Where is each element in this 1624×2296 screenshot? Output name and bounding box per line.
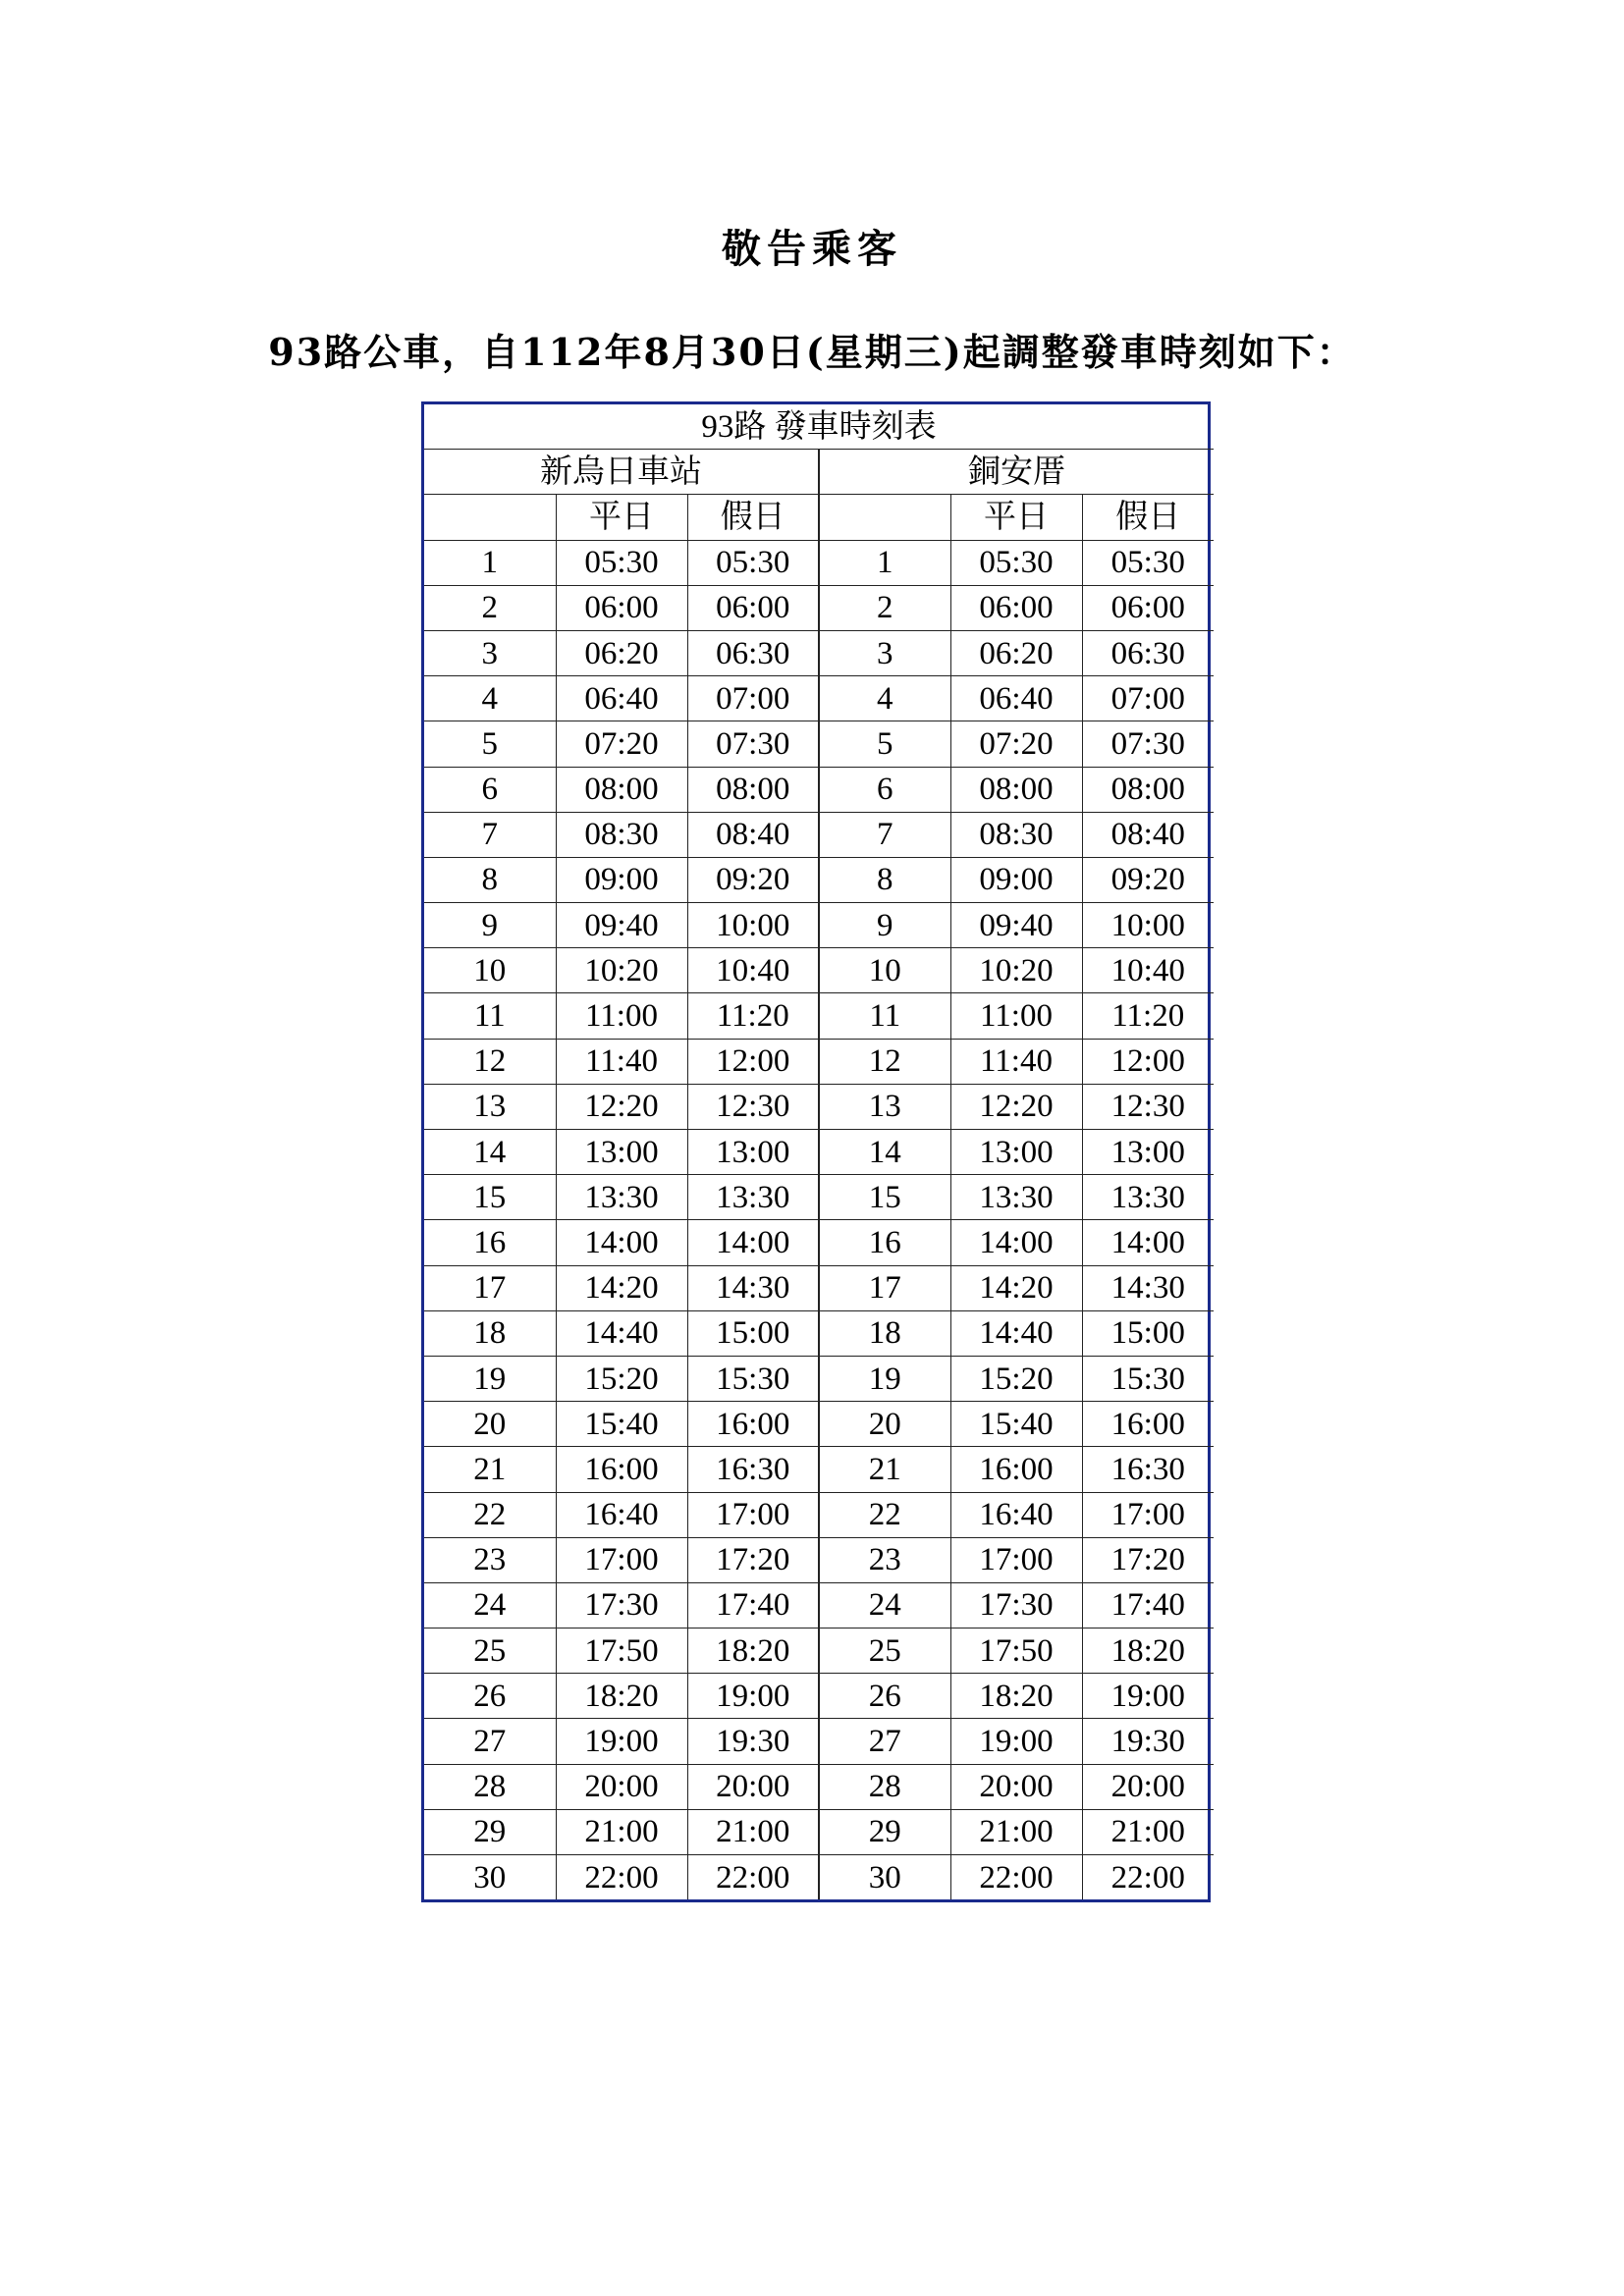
- holiday-time-a: 10:40: [687, 948, 819, 993]
- table-row: [424, 1130, 1214, 1175]
- weekday-time-b: 06:40: [950, 676, 1082, 721]
- trip-number-a: 21: [424, 1447, 556, 1492]
- holiday-time-a: 14:30: [687, 1265, 819, 1310]
- holiday-time-a: 19:00: [687, 1674, 819, 1719]
- weekday-time-b: 19:00: [950, 1719, 1082, 1764]
- timetable-title-row: [424, 404, 1214, 450]
- holiday-time-b: 17:20: [1082, 1537, 1214, 1582]
- station-header-tonganzu: 銅安厝: [819, 450, 1214, 495]
- trip-number-a: 16: [424, 1220, 556, 1265]
- weekday-time-a: 17:30: [556, 1582, 687, 1628]
- station-header-row: [424, 450, 1214, 495]
- weekday-time-a: 15:20: [556, 1356, 687, 1401]
- holiday-time-b: 16:30: [1082, 1447, 1214, 1492]
- trip-number-a: 12: [424, 1039, 556, 1084]
- weekday-time-b: 14:20: [950, 1265, 1082, 1310]
- holiday-time-b: 17:40: [1082, 1582, 1214, 1628]
- holiday-time-b: 06:30: [1082, 630, 1214, 675]
- weekday-time-a: 14:40: [556, 1310, 687, 1356]
- empty-header-cell: [424, 495, 556, 540]
- trip-number-b: 26: [819, 1674, 950, 1719]
- holiday-time-a: 07:30: [687, 721, 819, 767]
- table-row: [424, 1356, 1214, 1401]
- table-row: [424, 1492, 1214, 1537]
- trip-number-a: 15: [424, 1175, 556, 1220]
- table-row: [424, 676, 1214, 721]
- weekday-time-a: 08:00: [556, 767, 687, 812]
- weekday-time-a: 19:00: [556, 1719, 687, 1764]
- table-row: [424, 1582, 1214, 1628]
- table-row: [424, 721, 1214, 767]
- weekday-time-a: 07:20: [556, 721, 687, 767]
- trip-number-b: 28: [819, 1764, 950, 1809]
- weekday-time-b: 11:00: [950, 993, 1082, 1039]
- weekday-time-b: 14:40: [950, 1310, 1082, 1356]
- holiday-time-a: 12:00: [687, 1039, 819, 1084]
- trip-number-b: 25: [819, 1629, 950, 1674]
- holiday-time-b: 10:40: [1082, 948, 1214, 993]
- trip-number-b: 18: [819, 1310, 950, 1356]
- holiday-time-a: 07:00: [687, 676, 819, 721]
- trip-number-b: 19: [819, 1356, 950, 1401]
- trip-number-b: 24: [819, 1582, 950, 1628]
- holiday-time-b: 07:30: [1082, 721, 1214, 767]
- holiday-time-b: 11:20: [1082, 993, 1214, 1039]
- holiday-time-a: 11:20: [687, 993, 819, 1039]
- holiday-header-b: 假日: [1082, 495, 1214, 540]
- trip-number-b: 9: [819, 903, 950, 948]
- trip-number-a: 28: [424, 1764, 556, 1809]
- weekday-time-b: 17:50: [950, 1629, 1082, 1674]
- timetable-table: [424, 404, 1214, 1899]
- weekday-header-b: 平日: [950, 495, 1082, 540]
- holiday-time-a: 15:30: [687, 1356, 819, 1401]
- trip-number-b: 30: [819, 1855, 950, 1900]
- holiday-header-a: 假日: [687, 495, 819, 540]
- trip-number-a: 14: [424, 1130, 556, 1175]
- holiday-time-b: 14:30: [1082, 1265, 1214, 1310]
- notice-text: 93路公車，自112年8月30日(星期三)起調整發車時刻如下：: [268, 330, 1356, 374]
- holiday-time-a: 06:00: [687, 585, 819, 630]
- holiday-time-a: 14:00: [687, 1220, 819, 1265]
- trip-number-a: 4: [424, 676, 556, 721]
- trip-number-b: 8: [819, 857, 950, 902]
- holiday-time-a: 13:00: [687, 1130, 819, 1175]
- trip-number-b: 17: [819, 1265, 950, 1310]
- weekday-time-b: 09:00: [950, 857, 1082, 902]
- weekday-time-b: 13:00: [950, 1130, 1082, 1175]
- weekday-time-a: 08:30: [556, 812, 687, 857]
- table-row: [424, 1629, 1214, 1674]
- holiday-time-a: 17:00: [687, 1492, 819, 1537]
- weekday-time-a: 17:00: [556, 1537, 687, 1582]
- holiday-time-a: 12:30: [687, 1084, 819, 1129]
- holiday-time-b: 20:00: [1082, 1764, 1214, 1809]
- weekday-header-a: 平日: [556, 495, 687, 540]
- trip-number-a: 30: [424, 1855, 556, 1900]
- trip-number-b: 13: [819, 1084, 950, 1129]
- trip-number-b: 12: [819, 1039, 950, 1084]
- trip-number-a: 20: [424, 1402, 556, 1447]
- table-row: [424, 993, 1214, 1039]
- weekday-time-b: 22:00: [950, 1855, 1082, 1900]
- table-row: [424, 767, 1214, 812]
- weekday-time-a: 06:20: [556, 630, 687, 675]
- holiday-time-a: 16:00: [687, 1402, 819, 1447]
- weekday-time-b: 16:40: [950, 1492, 1082, 1537]
- holiday-time-a: 13:30: [687, 1175, 819, 1220]
- weekday-time-a: 13:30: [556, 1175, 687, 1220]
- trip-number-a: 2: [424, 585, 556, 630]
- holiday-time-b: 06:00: [1082, 585, 1214, 630]
- holiday-time-b: 12:00: [1082, 1039, 1214, 1084]
- weekday-time-a: 14:20: [556, 1265, 687, 1310]
- trip-number-b: 3: [819, 630, 950, 675]
- trip-number-b: 4: [819, 676, 950, 721]
- trip-number-a: 29: [424, 1809, 556, 1854]
- weekday-time-b: 08:30: [950, 812, 1082, 857]
- holiday-time-a: 17:20: [687, 1537, 819, 1582]
- weekday-time-a: 06:40: [556, 676, 687, 721]
- holiday-time-b: 08:40: [1082, 812, 1214, 857]
- weekday-time-b: 06:20: [950, 630, 1082, 675]
- weekday-time-a: 18:20: [556, 1674, 687, 1719]
- trip-number-b: 22: [819, 1492, 950, 1537]
- holiday-time-b: 08:00: [1082, 767, 1214, 812]
- table-row: [424, 540, 1214, 585]
- weekday-time-a: 21:00: [556, 1809, 687, 1854]
- table-row: [424, 1719, 1214, 1764]
- table-row: [424, 1310, 1214, 1356]
- weekday-time-a: 16:00: [556, 1447, 687, 1492]
- holiday-time-a: 21:00: [687, 1809, 819, 1854]
- weekday-time-b: 11:40: [950, 1039, 1082, 1084]
- trip-number-b: 14: [819, 1130, 950, 1175]
- weekday-time-b: 20:00: [950, 1764, 1082, 1809]
- holiday-time-a: 06:30: [687, 630, 819, 675]
- weekday-time-b: 10:20: [950, 948, 1082, 993]
- trip-number-b: 21: [819, 1447, 950, 1492]
- weekday-time-b: 05:30: [950, 540, 1082, 585]
- table-row: [424, 1175, 1214, 1220]
- holiday-time-a: 15:00: [687, 1310, 819, 1356]
- weekday-time-a: 22:00: [556, 1855, 687, 1900]
- trip-number-b: 1: [819, 540, 950, 585]
- holiday-time-b: 18:20: [1082, 1629, 1214, 1674]
- weekday-time-b: 18:20: [950, 1674, 1082, 1719]
- holiday-time-a: 10:00: [687, 903, 819, 948]
- holiday-time-a: 22:00: [687, 1855, 819, 1900]
- weekday-time-b: 21:00: [950, 1809, 1082, 1854]
- holiday-time-b: 07:00: [1082, 676, 1214, 721]
- holiday-time-b: 16:00: [1082, 1402, 1214, 1447]
- weekday-time-a: 12:20: [556, 1084, 687, 1129]
- table-row: [424, 585, 1214, 630]
- holiday-time-b: 13:30: [1082, 1175, 1214, 1220]
- holiday-time-a: 17:40: [687, 1582, 819, 1628]
- weekday-time-b: 09:40: [950, 903, 1082, 948]
- weekday-time-b: 14:00: [950, 1220, 1082, 1265]
- holiday-time-b: 15:00: [1082, 1310, 1214, 1356]
- holiday-time-b: 13:00: [1082, 1130, 1214, 1175]
- station-header-xinwuri: 新烏日車站: [424, 450, 819, 495]
- holiday-time-a: 09:20: [687, 857, 819, 902]
- weekday-time-b: 06:00: [950, 585, 1082, 630]
- daytype-header-row: [424, 495, 1214, 540]
- trip-number-a: 9: [424, 903, 556, 948]
- table-row: [424, 903, 1214, 948]
- trip-number-a: 24: [424, 1582, 556, 1628]
- holiday-time-b: 22:00: [1082, 1855, 1214, 1900]
- timetable-title: 93路 發車時刻表: [424, 404, 1214, 450]
- weekday-time-a: 11:00: [556, 993, 687, 1039]
- table-row: [424, 1039, 1214, 1084]
- trip-number-b: 15: [819, 1175, 950, 1220]
- table-row: [424, 1447, 1214, 1492]
- weekday-time-a: 11:40: [556, 1039, 687, 1084]
- weekday-time-a: 10:20: [556, 948, 687, 993]
- trip-number-a: 6: [424, 767, 556, 812]
- table-row: [424, 1674, 1214, 1719]
- weekday-time-b: 15:40: [950, 1402, 1082, 1447]
- weekday-time-a: 20:00: [556, 1764, 687, 1809]
- weekday-time-b: 15:20: [950, 1356, 1082, 1401]
- table-row: [424, 1402, 1214, 1447]
- weekday-time-b: 13:30: [950, 1175, 1082, 1220]
- trip-number-b: 11: [819, 993, 950, 1039]
- trip-number-a: 19: [424, 1356, 556, 1401]
- weekday-time-a: 13:00: [556, 1130, 687, 1175]
- weekday-time-a: 06:00: [556, 585, 687, 630]
- trip-number-a: 18: [424, 1310, 556, 1356]
- trip-number-b: 29: [819, 1809, 950, 1854]
- empty-header-cell: [819, 495, 950, 540]
- notice-title: 敬告乘客: [722, 226, 902, 272]
- timetable: [421, 401, 1211, 1902]
- weekday-time-a: 09:00: [556, 857, 687, 902]
- holiday-time-b: 12:30: [1082, 1084, 1214, 1129]
- weekday-time-b: 07:20: [950, 721, 1082, 767]
- weekday-time-a: 05:30: [556, 540, 687, 585]
- weekday-time-a: 09:40: [556, 903, 687, 948]
- weekday-time-b: 08:00: [950, 767, 1082, 812]
- trip-number-a: 22: [424, 1492, 556, 1537]
- holiday-time-b: 09:20: [1082, 857, 1214, 902]
- holiday-time-a: 05:30: [687, 540, 819, 585]
- table-row: [424, 812, 1214, 857]
- trip-number-a: 8: [424, 857, 556, 902]
- holiday-time-b: 21:00: [1082, 1809, 1214, 1854]
- table-row: [424, 1265, 1214, 1310]
- weekday-time-a: 16:40: [556, 1492, 687, 1537]
- trip-number-a: 26: [424, 1674, 556, 1719]
- trip-number-a: 11: [424, 993, 556, 1039]
- trip-number-b: 5: [819, 721, 950, 767]
- trip-number-a: 3: [424, 630, 556, 675]
- weekday-time-a: 15:40: [556, 1402, 687, 1447]
- weekday-time-b: 12:20: [950, 1084, 1082, 1129]
- trip-number-a: 13: [424, 1084, 556, 1129]
- holiday-time-b: 17:00: [1082, 1492, 1214, 1537]
- holiday-time-a: 08:40: [687, 812, 819, 857]
- trip-number-a: 1: [424, 540, 556, 585]
- trip-number-a: 27: [424, 1719, 556, 1764]
- weekday-time-b: 17:00: [950, 1537, 1082, 1582]
- table-row: [424, 1855, 1214, 1900]
- table-row: [424, 857, 1214, 902]
- weekday-time-a: 17:50: [556, 1629, 687, 1674]
- table-row: [424, 948, 1214, 993]
- holiday-time-b: 19:00: [1082, 1674, 1214, 1719]
- trip-number-b: 2: [819, 585, 950, 630]
- holiday-time-b: 05:30: [1082, 540, 1214, 585]
- trip-number-b: 20: [819, 1402, 950, 1447]
- table-row: [424, 630, 1214, 675]
- holiday-time-b: 19:30: [1082, 1719, 1214, 1764]
- holiday-time-b: 10:00: [1082, 903, 1214, 948]
- trip-number-a: 10: [424, 948, 556, 993]
- trip-number-b: 7: [819, 812, 950, 857]
- holiday-time-a: 18:20: [687, 1629, 819, 1674]
- weekday-time-b: 17:30: [950, 1582, 1082, 1628]
- trip-number-b: 27: [819, 1719, 950, 1764]
- trip-number-a: 25: [424, 1629, 556, 1674]
- holiday-time-a: 20:00: [687, 1764, 819, 1809]
- trip-number-b: 10: [819, 948, 950, 993]
- table-row: [424, 1809, 1214, 1854]
- holiday-time-b: 15:30: [1082, 1356, 1214, 1401]
- table-row: [424, 1084, 1214, 1129]
- trip-number-b: 6: [819, 767, 950, 812]
- trip-number-a: 7: [424, 812, 556, 857]
- table-row: [424, 1537, 1214, 1582]
- trip-number-a: 23: [424, 1537, 556, 1582]
- table-row: [424, 1764, 1214, 1809]
- holiday-time-a: 16:30: [687, 1447, 819, 1492]
- weekday-time-b: 16:00: [950, 1447, 1082, 1492]
- trip-number-b: 16: [819, 1220, 950, 1265]
- table-row: [424, 1220, 1214, 1265]
- trip-number-b: 23: [819, 1537, 950, 1582]
- holiday-time-a: 19:30: [687, 1719, 819, 1764]
- trip-number-a: 17: [424, 1265, 556, 1310]
- weekday-time-a: 14:00: [556, 1220, 687, 1265]
- holiday-time-b: 14:00: [1082, 1220, 1214, 1265]
- trip-number-a: 5: [424, 721, 556, 767]
- holiday-time-a: 08:00: [687, 767, 819, 812]
